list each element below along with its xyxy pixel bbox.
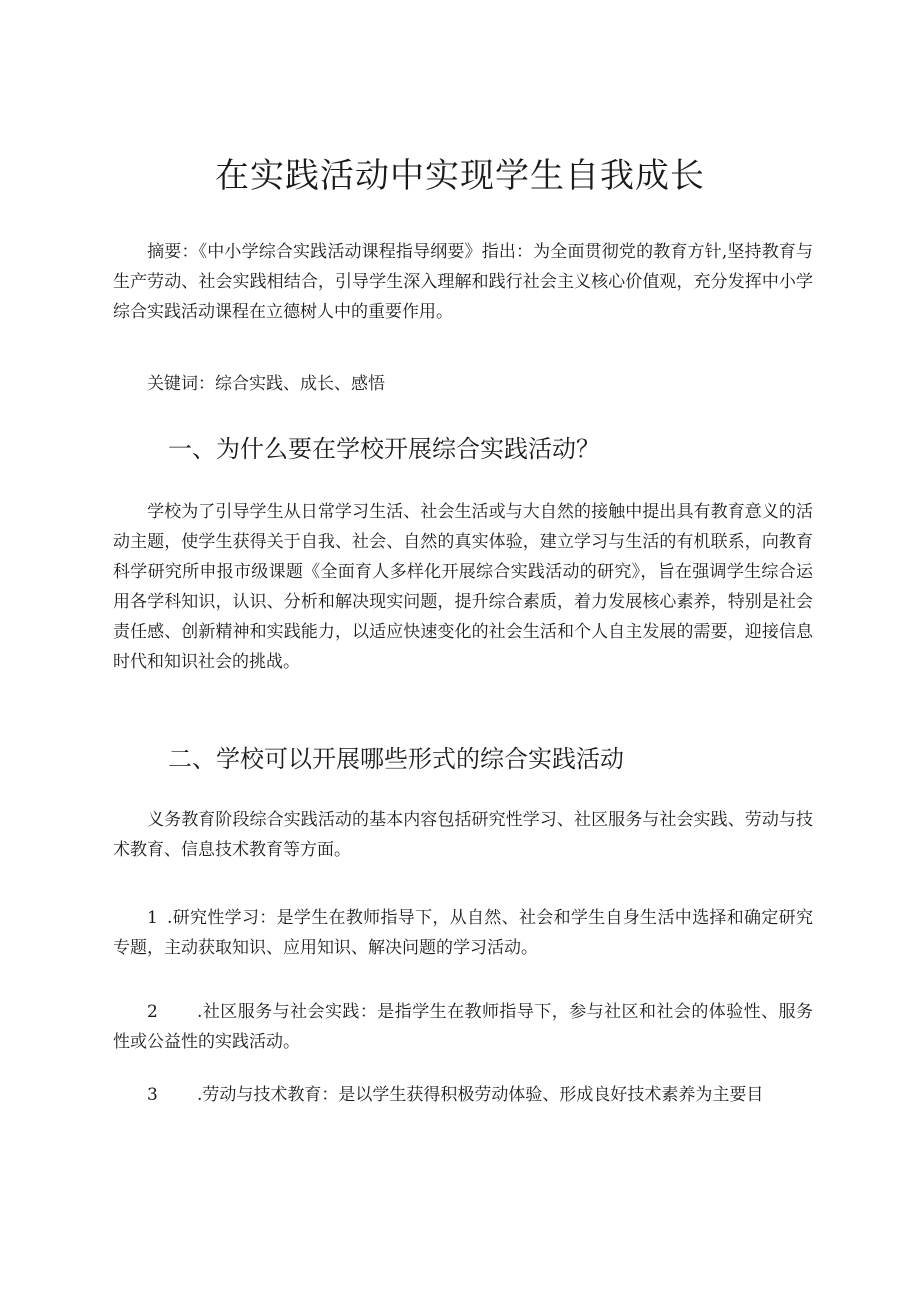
section1-body — [113, 497, 813, 677]
document-title: 在实践活动中实现学生自我成长 — [215, 156, 705, 196]
list-item-number: 1 — [147, 908, 158, 928]
list-item — [113, 1080, 813, 1110]
keywords-label: 关键词： — [147, 374, 215, 394]
section2-intro-text: 义务教育阶段综合实践活动的基本内容包括研究性学习、社区服务与社会实践、劳动与技术教育、信息技术教育等方面。 — [113, 810, 813, 860]
list-item-text: .劳动与技术教育：是以学生获得积极劳动体验、形成良好技术素养为主要目 — [197, 1085, 764, 1105]
list-item — [113, 997, 813, 1057]
list-item-number: 2 — [147, 1002, 158, 1022]
list-item-number: 3 — [147, 1085, 158, 1105]
abstract-text: 《中小学综合实践活动课程指导纲要》指出：为全面贯彻党的教育方针,坚持教育与生产劳动、社会实践相结合，引导学生深入理解和践行社会主义核心价值观，充分发挥中小学综合实践活动课程在立德树人中的重要作用。 — [113, 242, 813, 322]
list-item — [113, 903, 813, 963]
list-item-text: .社区服务与社会实践：是指学生在教师指导下，参与社区和社会的体验性、服务性或公益性的实践活动。 — [113, 1002, 813, 1052]
section-heading-2: 二、学校可以开展哪些形式的综合实践活动 — [168, 745, 624, 773]
list-item-text: .研究性学习：是学生在教师指导下，从自然、社会和学生自身生活中选择和确定研究专题，主动获取知识、应用知识、解决问题的学习活动。 — [113, 908, 813, 958]
keywords-paragraph — [113, 369, 813, 399]
abstract-paragraph — [113, 237, 813, 327]
abstract-label: 摘要： — [147, 242, 199, 262]
section-heading-1: 一、为什么要在学校开展综合实践活动？ — [168, 435, 600, 463]
section1-body-text: 学校为了引导学生从日常学习生活、社会生活或与大自然的接触中提出具有教育意义的活动主题，使学生获得关于自我、社会、自然的真实体验，建立学习与生活的有机联系，向教育科学研究所申报市级课题《全面育人多样化开展综合实践活动的研究》，旨在强调学生综合运用各学科知识，认识、分析和解决现实问题，提升综合素质，着力发展核心素养，特别是社会责任感、创新精神和实践能力，以适应快速变化的社会生活和个人自主发展的需要，迎接信息时代和知识社会的挑战。 — [113, 502, 813, 672]
section2-intro — [113, 805, 813, 865]
keywords-text: 综合实践、成长、感悟 — [215, 374, 385, 394]
